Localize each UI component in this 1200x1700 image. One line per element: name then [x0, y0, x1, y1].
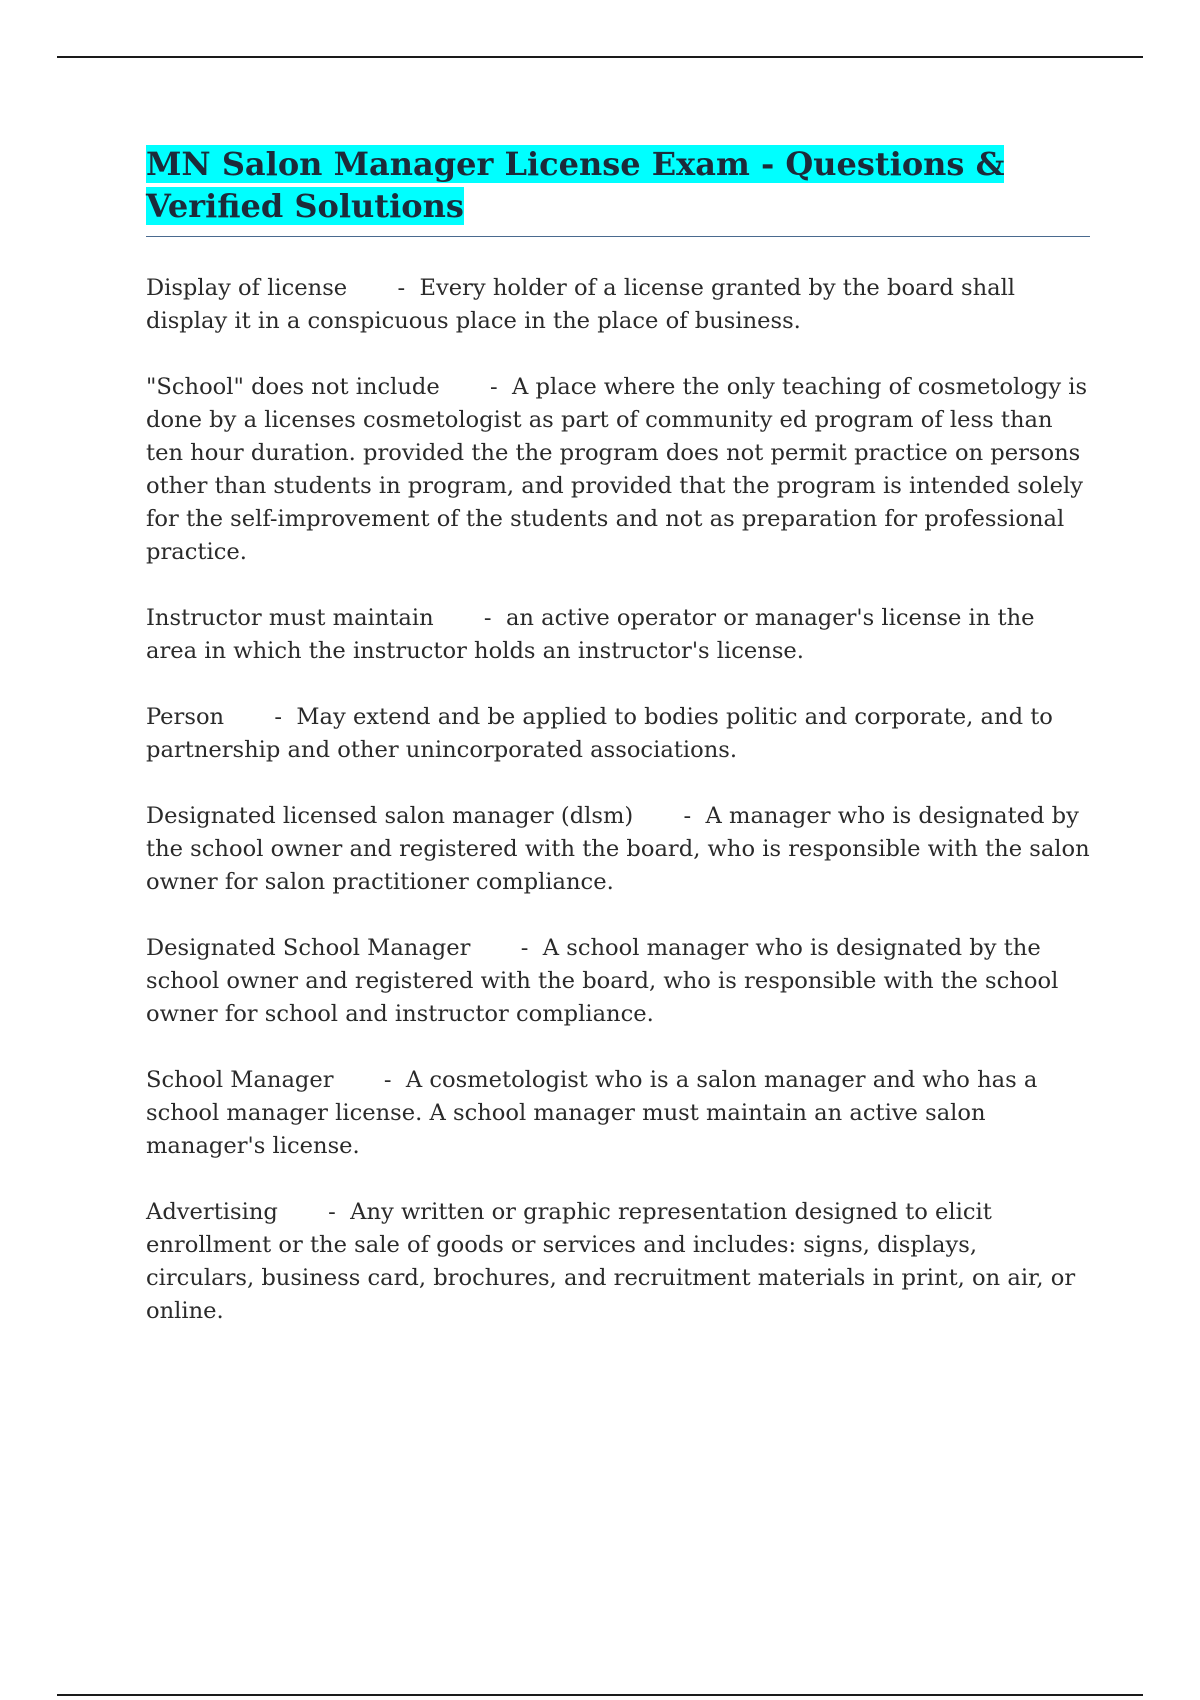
document-title — [146, 143, 1090, 227]
entry-separator: - — [470, 935, 543, 961]
page-top-rule — [57, 56, 1143, 58]
entry-definition: A cosmetologist who is a salon manager and who has a school manager license. A school manager must maintain an active salon manager's license. — [146, 1067, 1038, 1159]
entry-term: Designated School Manager — [146, 935, 471, 961]
entry-term: Designated licensed salon manager (dlsm) — [146, 803, 634, 829]
entry-separator: - — [347, 275, 420, 301]
entry-definition: an active operator or manager's license in the area in which the instructor holds an instructor's license. — [146, 605, 1035, 664]
entry-definition: Every holder of a license granted by the board shall display it in a conspicuous place in the place of business. — [146, 275, 1016, 334]
title-highlight: MN Salon Manager License Exam - Questions & Verified Solutions — [146, 145, 1005, 225]
entry-definition: May extend and be applied to bodies politic and corporate, and to partnership and other unincorporated associations. — [146, 704, 1053, 763]
entry-definition: A school manager who is designated by the school owner and registered with the board, who is responsible with the school owner for school and instructor compliance. — [146, 935, 1059, 1027]
flashcard-entry — [146, 701, 1090, 767]
entry-definition: Any written or graphic representation designed to elicit enrollment or the sale of goods or services and includes: signs, displays, circulars, business card, brochures, and recruitment materials in print, on air, or online. — [146, 1199, 1076, 1324]
entry-term: Display of license — [146, 275, 348, 301]
entry-separator: - — [277, 1199, 351, 1225]
entry-definition: A manager who is designated by the school owner and registered with the board, who is responsible with the salon owner for salon practitioner compliance. — [146, 803, 1090, 895]
title-underline — [146, 236, 1090, 237]
entry-term: Person — [146, 704, 225, 730]
page-bottom-rule — [57, 1694, 1143, 1696]
entry-term: Advertising — [146, 1199, 278, 1225]
entry-term: "School" does not include — [146, 374, 440, 400]
entry-separator: - — [224, 704, 297, 730]
entry-separator: - — [433, 605, 506, 631]
entry-term: Instructor must maintain — [146, 605, 434, 631]
entry-definition: A place where the only teaching of cosmetology is done by a licenses cosmetologist as part of community ed program of less than ten hour duration. provided the the program does not permit practice on persons other than students in program, and provided that the program is intended solely for the self-improvement of the students and not as preparation for professional practice. — [146, 374, 1088, 565]
flashcard-entry — [146, 602, 1090, 668]
flashcard-list — [146, 272, 1090, 1328]
flashcard-entry — [146, 1064, 1090, 1163]
flashcard-entry — [146, 371, 1090, 569]
flashcard-entry — [146, 1196, 1090, 1328]
flashcard-entry — [146, 272, 1090, 338]
flashcard-entry — [146, 932, 1090, 1031]
entry-separator: - — [333, 1067, 406, 1093]
entry-separator: - — [633, 803, 706, 829]
entry-term: School Manager — [146, 1067, 334, 1093]
flashcard-entry — [146, 800, 1090, 899]
document-body — [146, 143, 1090, 1361]
entry-separator: - — [439, 374, 513, 400]
